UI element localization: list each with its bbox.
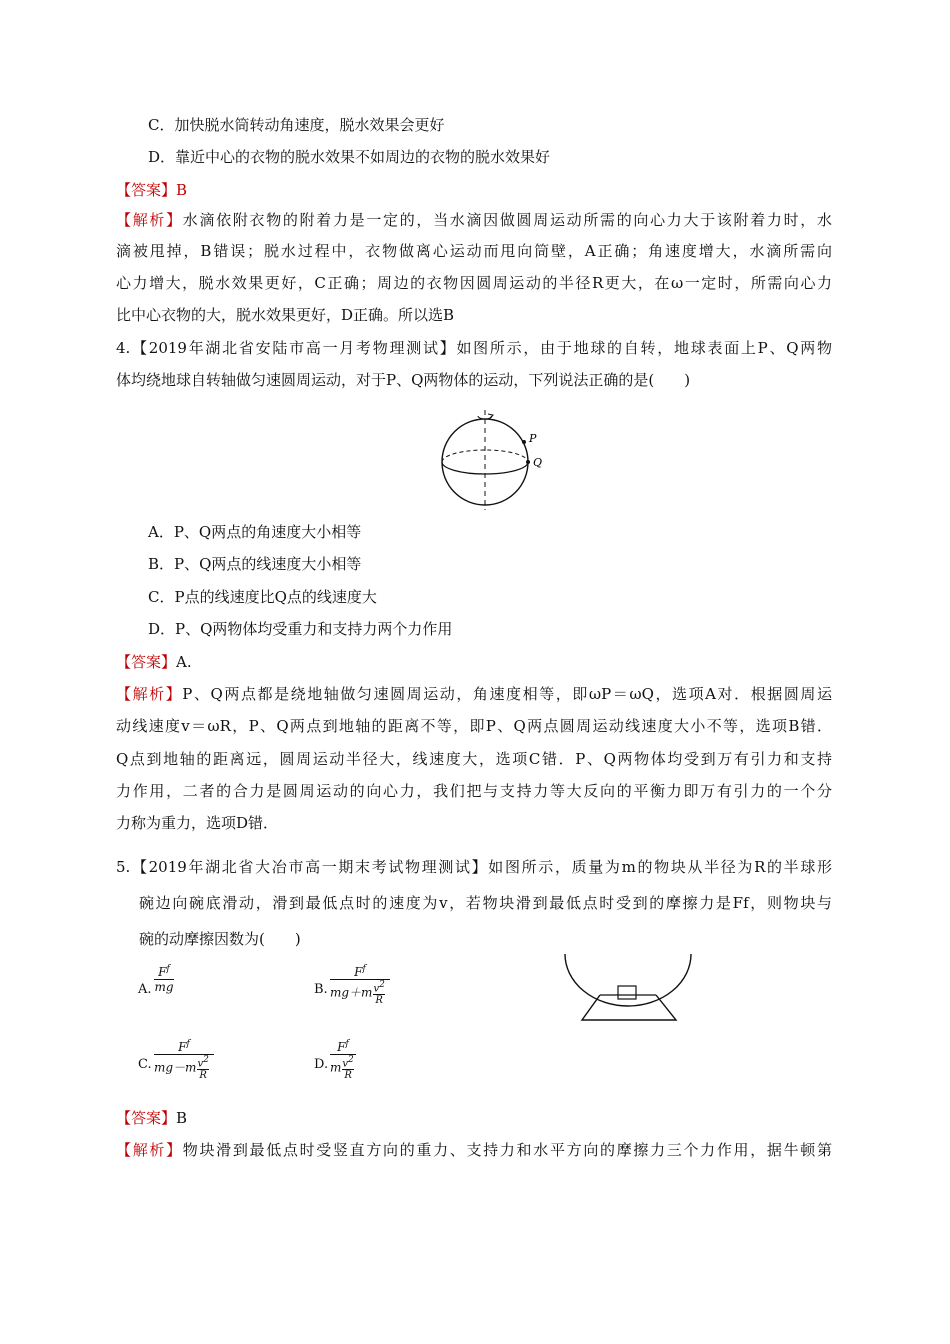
q3-option-c: C．加快脱水筒转动角速度，脱水效果会更好 [148,116,445,134]
q4-analysis-line-4: 力作用，二者的合力是圆周运动的向心力，我们把与支持力等大反向的平衡力即万有引力的一个分 [116,782,832,800]
q3-analysis-line-4: 比中心衣物的大，脱水效果更好，D正确。所以选B [116,306,455,324]
q5-option-b-label: B. [314,982,328,997]
q5-option-a-label: A. [138,982,152,997]
q5-stem-line-3: 碗的动摩擦因数为( ) [139,930,301,948]
q5-option-c-label: C. [138,1057,152,1072]
answer-value: B [176,181,188,199]
bowl-figure [560,950,700,1030]
analysis-tag: 【解析】 [116,1141,183,1159]
analysis-tag: 【解析】 [116,211,183,229]
q5-answer [116,1108,187,1128]
q4-answer [116,652,192,672]
q4-option-c: C．P点的线速度比Q点的线速度大 [148,588,377,606]
answer-tag: 【答案】 [116,653,177,671]
q5-stem-line-1: 5.【2019年湖北省大冶市高一期末考试物理测试】如图所示，质量为m的物块从半径为R的半球形 [116,858,832,876]
q4-analysis-line-3: Q点到地轴的距离远，圆周运动半径大，线速度大，选项C错．P、Q两物体均受到万有引力和支持 [116,750,832,768]
q3-analysis-line-3: 心力增大，脱水效果更好，C正确；周边的衣物因圆周运动的半径R更大，在ω一定时，所需向心力 [116,274,832,292]
q4-option-b: B．P、Q两点的线速度大小相等 [148,555,362,573]
answer-tag: 【答案】 [116,1109,177,1127]
q3-analysis-line-2: 滴被甩掉，B错误；脱水过程中，衣物做离心运动而甩向筒壁，A正确；角速度增大，水滴所需向 [116,242,832,260]
answer-tag: 【答案】 [116,181,177,199]
q4-stem-line-2: 体均绕地球自转轴做匀速圆周运动，对于P、Q两物体的运动，下列说法正确的是( ) [116,371,691,389]
q4-option-a: A．P、Q两点的角速度大小相等 [148,523,362,541]
analysis-tag: 【解析】 [116,685,183,703]
q5-option-a-fraction: $F^f$ mg [154,964,174,994]
q3-analysis-line-1: 【解析】水滴依附衣物的附着力是一定的，当水滴因做圆周运动所需的向心力大于该附着力时，水 [116,211,832,229]
q5-option-c-fraction: $F^f$ mg－m $\frac{v^2}{R}$ [154,1039,214,1081]
q4-stem-line-1: 4.【2019年湖北省安陆市高一月考物理测试】如图所示，由于地球的自转，地球表面上P、Q两物 [116,339,832,357]
earth-rotation-figure [435,402,555,512]
label-p: P [529,432,537,445]
q4-option-d: D．P、Q两物体均受重力和支持力两个力作用 [148,620,453,638]
label-q: Q [533,456,543,469]
q4-analysis-line-2: 动线速度v＝ωR，P、Q两点到地轴的距离不等，即P、Q两点圆周运动线速度大小不等，选项B错． [116,717,832,735]
q4-analysis-line-1: 【解析】P、Q两点都是绕地轴做匀速圆周运动，角速度相等，即ωP＝ωQ，选项A对．根据圆周运 [116,685,832,703]
answer-value: B [176,1109,188,1127]
q4-analysis-line-5: 力称为重力，选项D错． [116,814,279,832]
q5-analysis-line-1: 【解析】物块滑到最低点时受竖直方向的重力、支持力和水平方向的摩擦力三个力作用，据牛顿第 [116,1141,832,1159]
q5-option-b-fraction: $F^f$ mg＋m $\frac{v^2}{R}$ [330,964,390,1006]
q5-option-d-label: D. [314,1057,329,1072]
q3-answer [116,180,187,200]
q3-option-d: D．靠近中心的衣物的脱水效果不如周边的衣物的脱水效果好 [148,148,551,166]
q5-option-d-fraction: $F^f$ m $\frac{v^2}{R}$ [330,1039,356,1081]
answer-value: A. [176,653,192,671]
q5-stem-line-2: 碗边向碗底滑动，滑到最低点时的速度为v，若物块滑到最低点时受到的摩擦力是Ff，则物块与 [139,894,832,912]
